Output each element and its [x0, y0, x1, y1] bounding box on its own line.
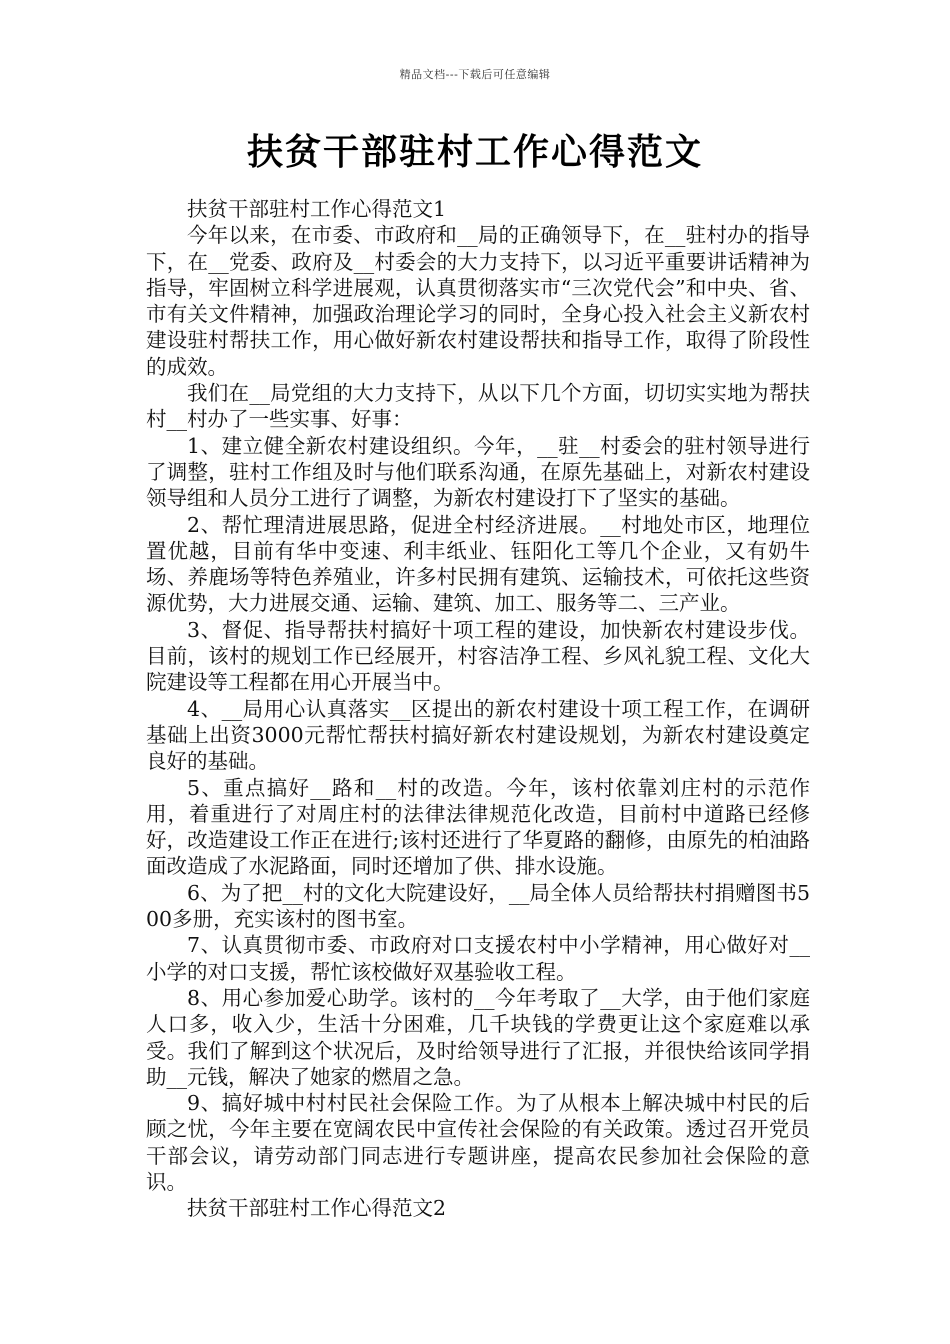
paragraph-item-7: 7、认真贯彻市委、市政府对口支援农村中小学精神，用心做好对__小学的对口支援，帮忙该校做好双基验收工程。 [146, 933, 810, 984]
paragraph-item-9: 9、搞好城中村村民社会保险工作。为了从根本上解决城中村民的后顾之忧，今年主要在宽阔农民中宣传社会保险的有关政策。透过召开党员干部会议，请劳动部门同志进行专题讲座，提高农民参加社会保险的意识。 [146, 1091, 810, 1194]
paragraph-item-1: 1、建立健全新农村建设组织。今年，__驻__村委会的驻村领导进行了调整，驻村工作组及时与他们联系沟通，在原先基础上，对新农村建设领导组和人员分工进行了调整，为新农村建设打下了坚实的基础。 [146, 433, 810, 511]
section-heading-1: 扶贫干部驻村工作心得范文1 [187, 197, 447, 221]
paragraph-item-6: 6、为了把__村的文化大院建设好，__局全体人员给帮扶村捐赠图书500多册，充实该村的图书室。 [146, 880, 810, 932]
paragraph-item-5: 5、重点搞好__路和__村的改造。今年，该村依靠刘庄村的示范作用，着重进行了对周庄村的法律法律规范化改造，目前村中道路已经修好，改造建设工作正在进行;该村还进行了华夏路的翻修，由原先的柏油路面改造成了水泥路面，同时还增加了供、排水设施。 [146, 775, 810, 879]
section-heading-2: 扶贫干部驻村工作心得范文2 [187, 1196, 447, 1221]
paragraph-intro: 今年以来，在市委、市政府和__局的正确领导下，在__驻村办的指导下，在__党委、政府及__村委会的大力支持下，以习近平重要讲话精神为指导，牢固树立科学进展观，认真贯彻落实市“三次党代会”和中央、省、市有关文件精神，加强政治理论学习的同时，全身心投入社会主义新农村建设驻村帮扶工作，用心做好新农村建设帮扶和指导工作，取得了阶段性的成效。 [146, 223, 810, 379]
paragraph-item-8: 8、用心参加爱心助学。该村的__今年考取了__大学，由于他们家庭人口多，收入少，生活十分困难，几千块钱的学费更让这个家庭难以承受。我们了解到这个状况后，及时给领导进行了汇报，并很快给该同学捐助__元钱，解决了她家的燃眉之急。 [146, 985, 810, 1089]
paragraph-support: 我们在__局党组的大力支持下，从以下几个方面，切切实实地为帮扶村__村办了一些实事、好事： [146, 381, 810, 432]
paragraph-item-3: 3、督促、指导帮扶村搞好十项工程的建设，加快新农村建设步伐。目前，该村的规划工作已经展开，村容洁净工程、乡风礼貌工程、文化大院建设等工程都在用心开展当中。 [146, 617, 810, 695]
document-title: 扶贫干部驻村工作心得范文 [246, 131, 703, 173]
paragraph-item-2: 2、帮忙理清进展思路，促进全村经济进展。__村地处市区，地理位置优越，目前有华中变速、利丰纸业、钰阳化工等几个企业，又有奶牛场、养鹿场等特色养殖业，许多村民拥有建筑、运输技术，可依托这些资源优势，大力进展交通、运输、建筑、加工、服务等二、三产业。 [146, 512, 810, 616]
page-header-note: 精品文档---下载后可任意编辑 [399, 68, 551, 81]
document-body [146, 196, 810, 1222]
paragraph-item-4: 4、__局用心认真落实__区提出的新农村建设十项工程工作，在调研基础上出资3000元帮忙帮扶村搞好新农村建设规划，为新农村建设奠定良好的基础。 [146, 696, 810, 774]
